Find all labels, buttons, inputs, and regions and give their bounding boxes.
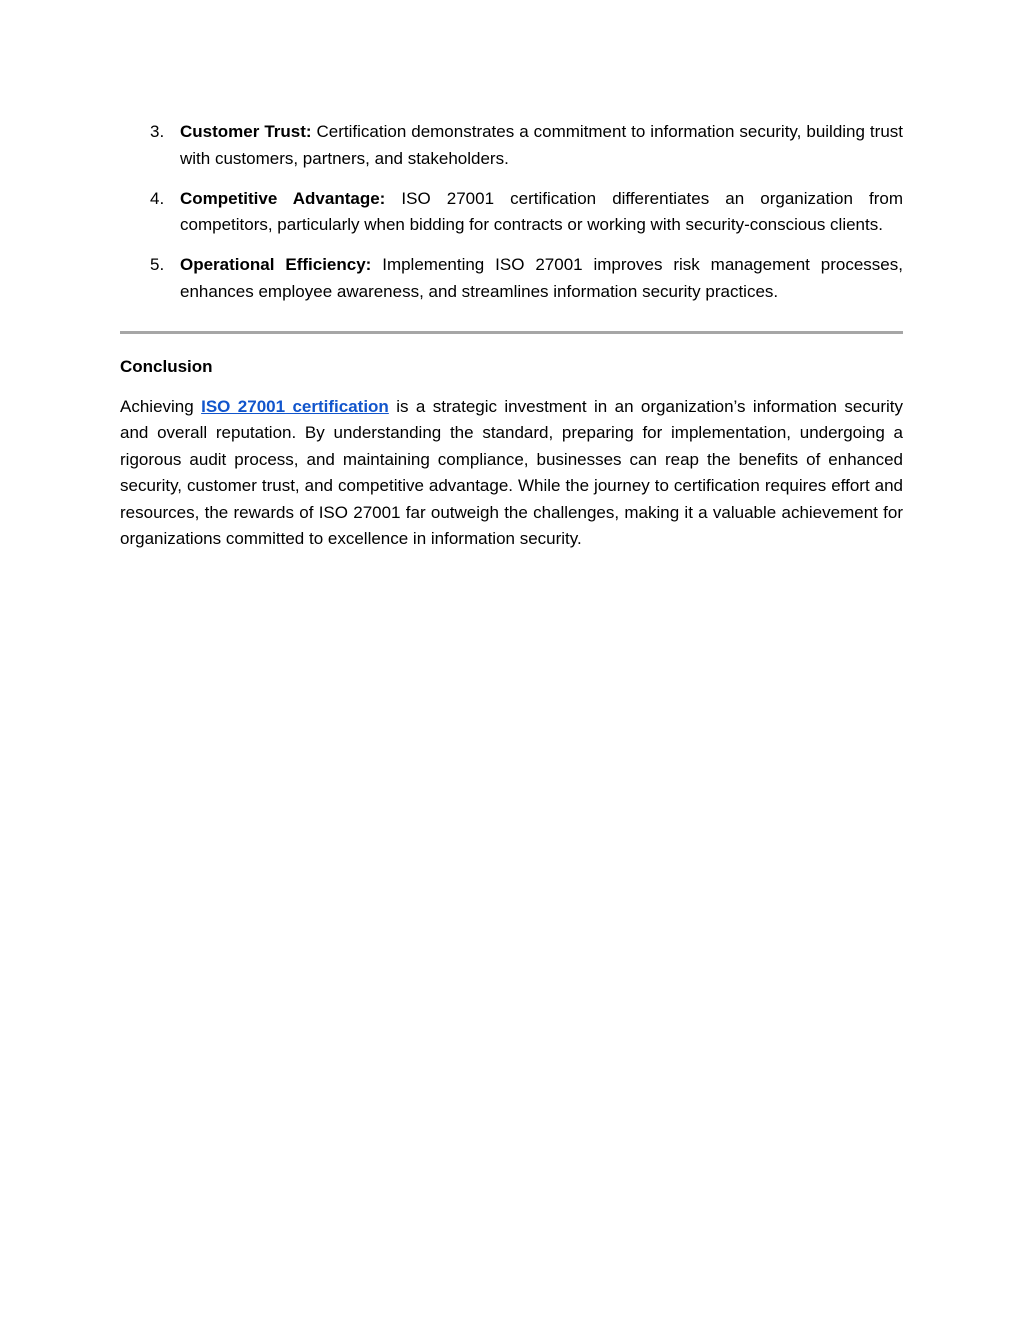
list-item-number: 3. (150, 122, 165, 141)
list-item-number: 4. (150, 188, 165, 208)
list-item-term: Competitive Advantage: (180, 188, 386, 208)
list-item-number: 5. (150, 255, 165, 274)
conclusion-text-start: Achieving (120, 396, 202, 416)
iso-27001-certification-link[interactable]: ISO 27001 certification (201, 396, 389, 416)
horizontal-divider (120, 331, 903, 334)
list-item (120, 186, 903, 239)
list-item-term: Operational Efficiency: (180, 255, 372, 274)
list-item-text: Certification demonstrates a commitment to information security, building trust with customers, partners, and stakeholders. (180, 122, 903, 168)
benefits-list (120, 119, 903, 305)
conclusion-paragraph (120, 394, 903, 553)
document-content (120, 119, 903, 553)
conclusion-heading: Conclusion (120, 357, 213, 376)
list-item (120, 252, 903, 305)
list-item-term: Customer Trust: (180, 122, 312, 141)
list-item (120, 119, 903, 172)
conclusion-text-rest: is a strategic investment in an organization’s information security and overall reputation. By understanding the standard, preparing for implementation, undergoing a rigorous audit process, and maintaining compliance, businesses can reap the benefits of enhanced security, customer trust, and competitive advantage. While the journey to certification requires effort and resources, the rewards of ISO 27001 far outweigh the challenges, making it a valuable achievement for organizations committed to excellence in information security. (120, 396, 903, 548)
list-item-text: Implementing ISO 27001 improves risk management processes, enhances employee awareness, and streamlines information security practices. (180, 255, 903, 301)
list-item-text: ISO 27001 certification differentiates an organization from competitors, particularly when bidding for contracts or working with security-conscious clients. (180, 188, 903, 234)
